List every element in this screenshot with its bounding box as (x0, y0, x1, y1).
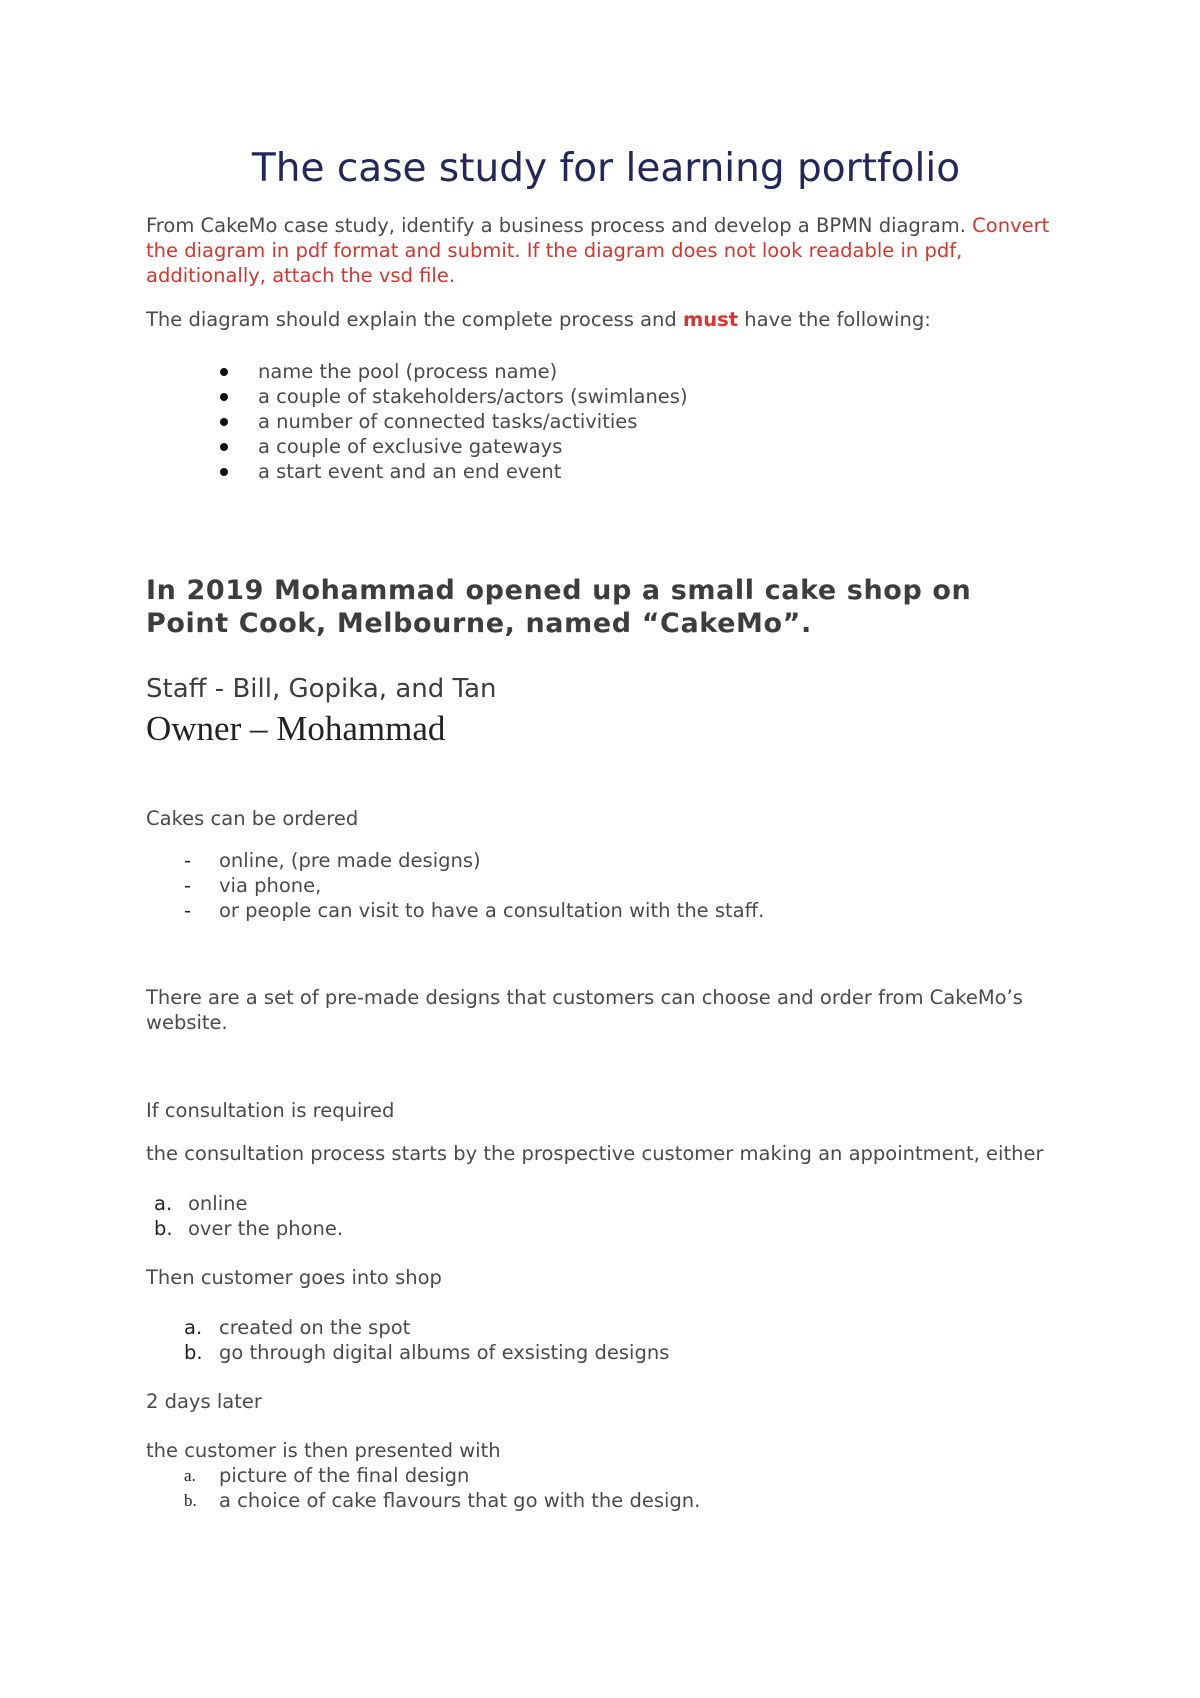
list-item (146, 359, 1066, 384)
story-heading: In 2019 Mohammad opened up a small cake shop on Point Cook, Melbourne, named “CakeMo”. (146, 575, 972, 639)
list-item-text: picture of the final design (219, 1464, 470, 1487)
staff-line: Staff - Bill, Gopika, and Tan (146, 674, 497, 704)
list-item-text: or people can visit to have a consultation with the staff. (219, 899, 765, 922)
requirements-after: have the following: (738, 308, 931, 331)
ordering-list (146, 848, 1066, 923)
bullet-icon (220, 393, 228, 401)
list-item-text: online, (pre made designs) (219, 849, 481, 872)
list-item-text: created on the spot (219, 1316, 411, 1339)
requirements-must: must (682, 308, 739, 331)
bullet-icon (220, 468, 228, 476)
bullet-icon (220, 418, 228, 426)
consultation-intro: If consultation is required (146, 1099, 395, 1122)
list-item: b. go through digital albums of exsisting designs (184, 1341, 670, 1364)
consultation-text: the consultation process starts by the prospective customer making an appointment, either (146, 1142, 1044, 1165)
list-item (146, 459, 1066, 484)
list-item: - via phone, (184, 874, 322, 897)
requirements-paragraph (146, 307, 1066, 332)
intro-paragraph (146, 213, 1066, 288)
list-item-text: a choice of cake flavours that go with the design. (219, 1489, 701, 1512)
requirements-list (146, 359, 1066, 484)
list-item-text: go through digital albums of exsisting designs (219, 1341, 670, 1364)
list-item: a. online (154, 1192, 248, 1215)
requirements-before: The diagram should explain the complete process and (146, 308, 683, 331)
ordering-intro: Cakes can be ordered (146, 807, 359, 830)
list-item: a. created on the spot (184, 1316, 411, 1339)
list-item: - online, (pre made designs) (184, 849, 481, 872)
list-item: b. over the phone. (154, 1217, 344, 1240)
intro-red-text: Convert the diagram in pdf format and submit. If the diagram does not look readable in pdf, additionally, attach the vsd file. (146, 214, 1050, 287)
bullet-icon (220, 368, 228, 376)
list-item-text: a couple of stakeholders/actors (swimlanes) (258, 385, 688, 408)
premade-paragraph: There are a set of pre-made designs that customers can choose and order from CakeMo’s website. (146, 986, 1023, 1034)
list-item: a. picture of the final design (184, 1464, 470, 1487)
list-item-text: name the pool (process name) (258, 360, 558, 383)
shop-list (146, 1315, 1066, 1365)
later-line: 2 days later (146, 1390, 262, 1413)
document-title: The case study for learning portfolio (251, 146, 961, 191)
list-item-text: online (188, 1192, 248, 1215)
shop-intro: Then customer goes into shop (146, 1266, 442, 1289)
list-item (146, 434, 1066, 459)
owner-line: Owner – Mohammad (146, 709, 446, 748)
list-item: - or people can visit to have a consultation with the staff. (184, 899, 765, 922)
intro-text: From CakeMo case study, identify a business process and develop a BPMN diagram. (146, 214, 973, 237)
list-item-text: via phone, (219, 874, 322, 897)
bullet-icon (220, 443, 228, 451)
list-item-text: a couple of exclusive gateways (258, 435, 563, 458)
presented-list (146, 1463, 1066, 1513)
list-item: b. a choice of cake flavours that go with the design. (184, 1489, 701, 1512)
list-item-text: a start event and an end event (258, 460, 562, 483)
list-item (146, 409, 1066, 434)
list-item (146, 384, 1066, 409)
consultation-list (146, 1191, 1066, 1241)
presented-intro: the customer is then presented with (146, 1439, 501, 1462)
list-item-text: a number of connected tasks/activities (258, 410, 638, 433)
list-item-text: over the phone. (188, 1217, 344, 1240)
